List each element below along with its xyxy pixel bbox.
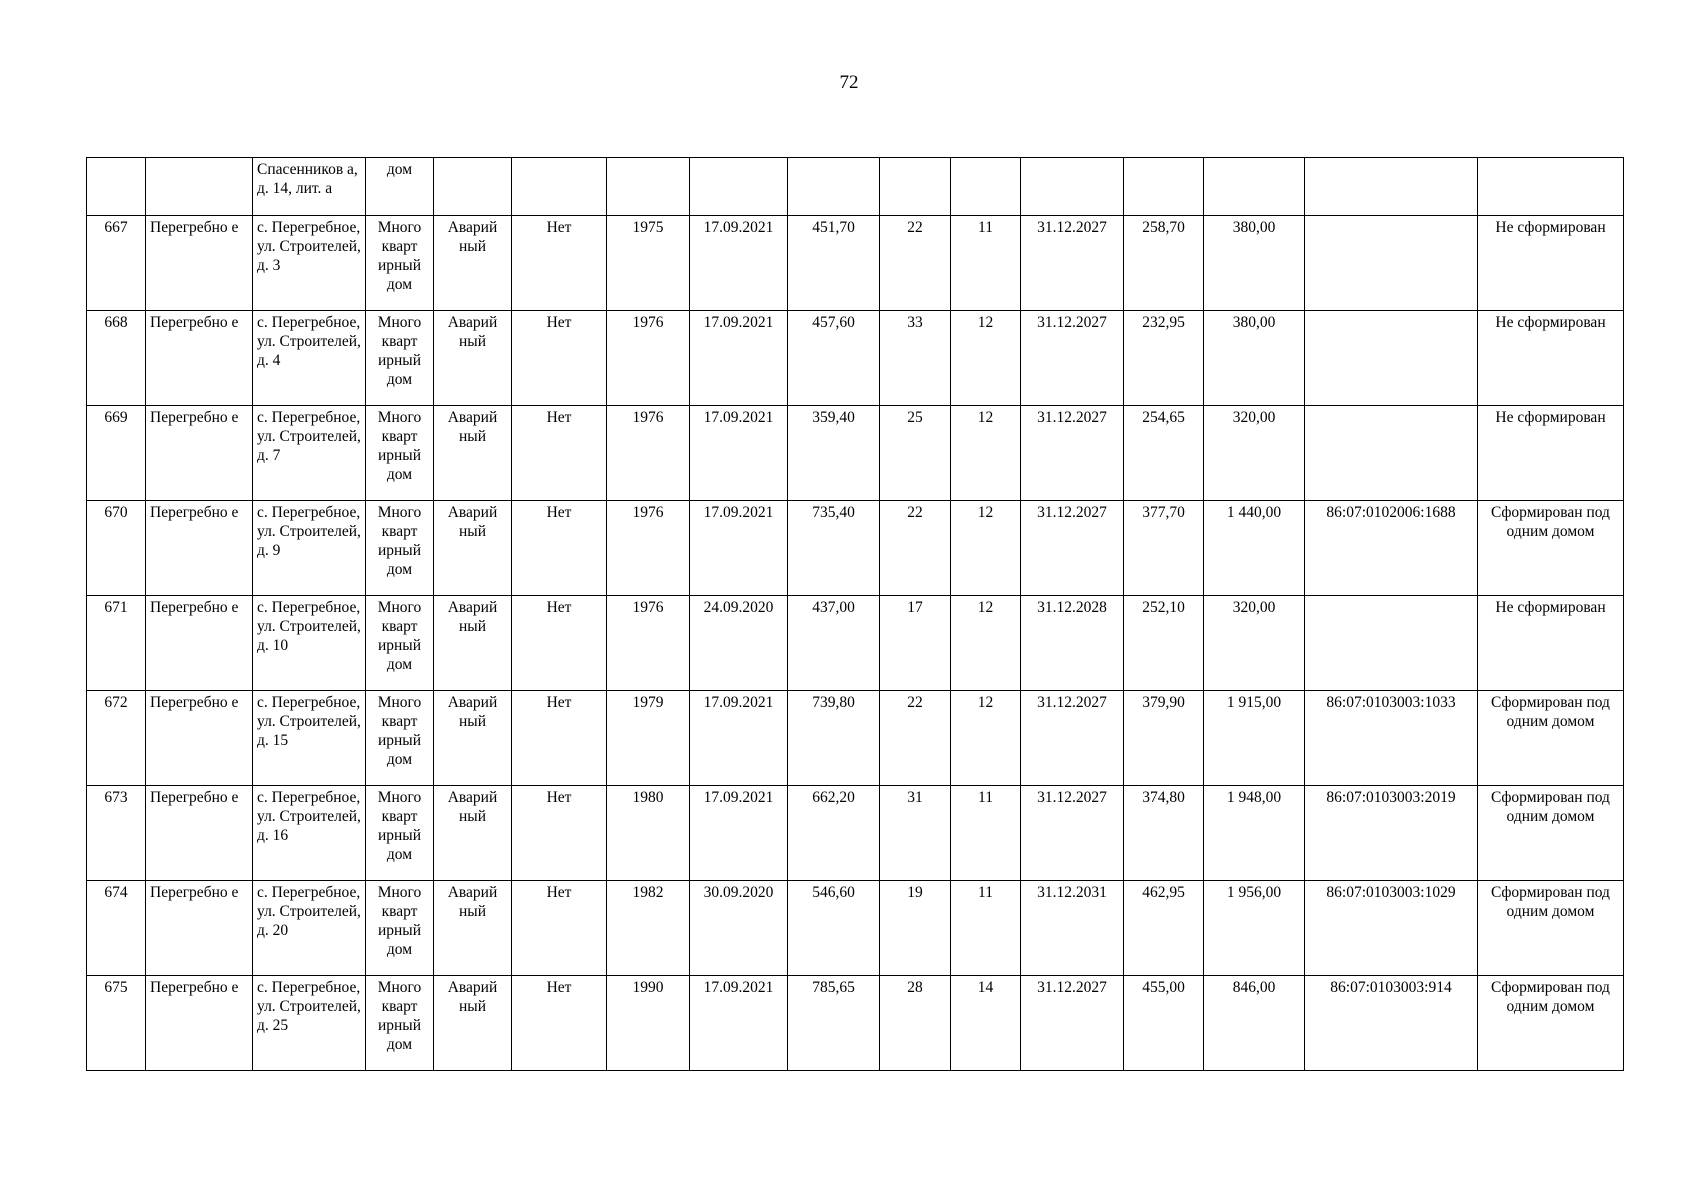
cell-area2: 455,00 [1124,976,1204,1071]
cell-cadastral: 86:07:0103003:914 [1305,976,1478,1071]
cell-status: Не сформирован [1478,406,1624,501]
cell-deadline: 31.12.2027 [1021,311,1124,406]
cell-date [690,158,788,216]
cell-flag: Нет [512,976,607,1071]
cell-deadline: 31.12.2027 [1021,406,1124,501]
cell-year: 1975 [607,216,690,311]
cell-deadline: 31.12.2027 [1021,786,1124,881]
cell-flag [512,158,607,216]
cell-status [1478,158,1624,216]
cell-date: 17.09.2021 [690,786,788,881]
cell-area: 735,40 [788,501,880,596]
cell-apartments: 12 [951,501,1021,596]
cell-address: Спасенников а, д. 14, лит. а [253,158,366,216]
cell-year [607,158,690,216]
cell-num: 671 [87,596,146,691]
cell-flag: Нет [512,216,607,311]
cell-apartments [951,158,1021,216]
cell-flag: Нет [512,406,607,501]
cell-state: Аварий ный [434,976,512,1071]
cell-state: Аварий ный [434,501,512,596]
cell-residents: 25 [880,406,951,501]
cell-date: 30.09.2020 [690,881,788,976]
cell-area2: 232,95 [1124,311,1204,406]
cell-residents: 22 [880,691,951,786]
cell-land-area: 380,00 [1204,311,1305,406]
cell-num [87,158,146,216]
cell-state: Аварий ный [434,216,512,311]
cell-address: с. Перегребное, ул. Строителей, д. 4 [253,311,366,406]
cell-flag: Нет [512,691,607,786]
cell-residents: 28 [880,976,951,1071]
cell-cadastral: 86:07:0103003:2019 [1305,786,1478,881]
cell-year: 1976 [607,311,690,406]
table-row [87,786,1624,881]
cell-residents: 22 [880,216,951,311]
cell-state: Аварий ный [434,786,512,881]
cell-deadline [1021,158,1124,216]
cell-state: Аварий ный [434,691,512,786]
cell-cadastral [1305,216,1478,311]
cell-address: с. Перегребное, ул. Строителей, д. 3 [253,216,366,311]
cell-land-area: 1 956,00 [1204,881,1305,976]
cell-year: 1980 [607,786,690,881]
cell-area2: 374,80 [1124,786,1204,881]
cell-residents: 33 [880,311,951,406]
cell-date: 17.09.2021 [690,216,788,311]
cell-locality: Перегребно е [146,311,253,406]
cell-year: 1976 [607,501,690,596]
cell-address: с. Перегребное, ул. Строителей, д. 9 [253,501,366,596]
housing-registry-table [86,157,1624,1071]
cell-deadline: 31.12.2027 [1021,691,1124,786]
cell-year: 1982 [607,881,690,976]
cell-state: Аварий ный [434,311,512,406]
cell-area2: 252,10 [1124,596,1204,691]
cell-num: 672 [87,691,146,786]
cell-address: с. Перегребное, ул. Строителей, д. 25 [253,976,366,1071]
table-row [87,406,1624,501]
cell-land-area: 846,00 [1204,976,1305,1071]
cell-area: 451,70 [788,216,880,311]
table-row [87,976,1624,1071]
cell-deadline: 31.12.2028 [1021,596,1124,691]
cell-cadastral [1305,406,1478,501]
cell-type: Много кварт ирный дом [366,786,434,881]
cell-area: 785,65 [788,976,880,1071]
cell-year: 1976 [607,596,690,691]
cell-land-area: 1 915,00 [1204,691,1305,786]
cell-num: 674 [87,881,146,976]
cell-area2: 379,90 [1124,691,1204,786]
cell-apartments: 11 [951,881,1021,976]
cell-date: 17.09.2021 [690,501,788,596]
cell-locality: Перегребно е [146,406,253,501]
cell-type: Много кварт ирный дом [366,216,434,311]
cell-residents: 31 [880,786,951,881]
cell-area: 359,40 [788,406,880,501]
cell-land-area [1204,158,1305,216]
cell-locality: Перегребно е [146,786,253,881]
cell-cadastral [1305,596,1478,691]
cell-land-area: 320,00 [1204,406,1305,501]
page-number: 72 [839,72,859,93]
cell-date: 17.09.2021 [690,311,788,406]
cell-cadastral: 86:07:0103003:1029 [1305,881,1478,976]
cell-locality: Перегребно е [146,216,253,311]
cell-locality: Перегребно е [146,501,253,596]
cell-area [788,158,880,216]
cell-state: Аварий ный [434,596,512,691]
cell-address: с. Перегребное, ул. Строителей, д. 10 [253,596,366,691]
cell-flag: Нет [512,596,607,691]
cell-flag: Нет [512,501,607,596]
cell-state: Аварий ный [434,881,512,976]
cell-num: 668 [87,311,146,406]
cell-area: 457,60 [788,311,880,406]
cell-status: Не сформирован [1478,311,1624,406]
table-row [87,216,1624,311]
cell-status: Не сформирован [1478,596,1624,691]
table-row [87,311,1624,406]
cell-deadline: 31.12.2027 [1021,216,1124,311]
cell-type: Много кварт ирный дом [366,311,434,406]
cell-type: Много кварт ирный дом [366,501,434,596]
cell-num: 669 [87,406,146,501]
cell-land-area: 1 440,00 [1204,501,1305,596]
cell-residents: 22 [880,501,951,596]
cell-type: Много кварт ирный дом [366,406,434,501]
cell-date: 17.09.2021 [690,691,788,786]
cell-locality: Перегребно е [146,596,253,691]
cell-area: 546,60 [788,881,880,976]
cell-address: с. Перегребное, ул. Строителей, д. 7 [253,406,366,501]
cell-area2: 462,95 [1124,881,1204,976]
cell-status: Сформирован под одним домом [1478,501,1624,596]
cell-date: 17.09.2021 [690,406,788,501]
cell-address: с. Перегребное, ул. Строителей, д. 16 [253,786,366,881]
cell-locality [146,158,253,216]
cell-state [434,158,512,216]
cell-land-area: 1 948,00 [1204,786,1305,881]
cell-deadline: 31.12.2031 [1021,881,1124,976]
cell-locality: Перегребно е [146,976,253,1071]
cell-type: Много кварт ирный дом [366,596,434,691]
cell-land-area: 380,00 [1204,216,1305,311]
cell-locality: Перегребно е [146,691,253,786]
cell-locality: Перегребно е [146,881,253,976]
cell-num: 673 [87,786,146,881]
cell-date: 24.09.2020 [690,596,788,691]
cell-flag: Нет [512,311,607,406]
cell-status: Сформирован под одним домом [1478,691,1624,786]
cell-year: 1979 [607,691,690,786]
cell-residents [880,158,951,216]
table-row [87,158,1624,216]
table-row [87,501,1624,596]
cell-area: 739,80 [788,691,880,786]
cell-flag: Нет [512,881,607,976]
cell-type: дом [366,158,434,216]
cell-status: Сформирован под одним домом [1478,786,1624,881]
table-row [87,596,1624,691]
cell-area: 662,20 [788,786,880,881]
cell-area2: 258,70 [1124,216,1204,311]
cell-year: 1990 [607,976,690,1071]
cell-address: с. Перегребное, ул. Строителей, д. 20 [253,881,366,976]
cell-apartments: 11 [951,786,1021,881]
cell-residents: 17 [880,596,951,691]
cell-num: 670 [87,501,146,596]
cell-cadastral [1305,311,1478,406]
cell-status: Сформирован под одним домом [1478,976,1624,1071]
cell-status: Сформирован под одним домом [1478,881,1624,976]
cell-num: 667 [87,216,146,311]
cell-land-area: 320,00 [1204,596,1305,691]
cell-apartments: 12 [951,406,1021,501]
cell-apartments: 12 [951,691,1021,786]
cell-apartments: 11 [951,216,1021,311]
cell-type: Много кварт ирный дом [366,976,434,1071]
cell-type: Много кварт ирный дом [366,881,434,976]
table-row [87,691,1624,786]
cell-area: 437,00 [788,596,880,691]
cell-cadastral: 86:07:0103003:1033 [1305,691,1478,786]
cell-area2: 377,70 [1124,501,1204,596]
cell-cadastral: 86:07:0102006:1688 [1305,501,1478,596]
cell-state: Аварий ный [434,406,512,501]
cell-deadline: 31.12.2027 [1021,501,1124,596]
cell-date: 17.09.2021 [690,976,788,1071]
cell-deadline: 31.12.2027 [1021,976,1124,1071]
cell-area2 [1124,158,1204,216]
table-row [87,881,1624,976]
cell-apartments: 12 [951,596,1021,691]
cell-address: с. Перегребное, ул. Строителей, д. 15 [253,691,366,786]
cell-type: Много кварт ирный дом [366,691,434,786]
cell-flag: Нет [512,786,607,881]
cell-apartments: 14 [951,976,1021,1071]
cell-status: Не сформирован [1478,216,1624,311]
cell-year: 1976 [607,406,690,501]
cell-num: 675 [87,976,146,1071]
cell-apartments: 12 [951,311,1021,406]
cell-cadastral [1305,158,1478,216]
cell-area2: 254,65 [1124,406,1204,501]
cell-residents: 19 [880,881,951,976]
